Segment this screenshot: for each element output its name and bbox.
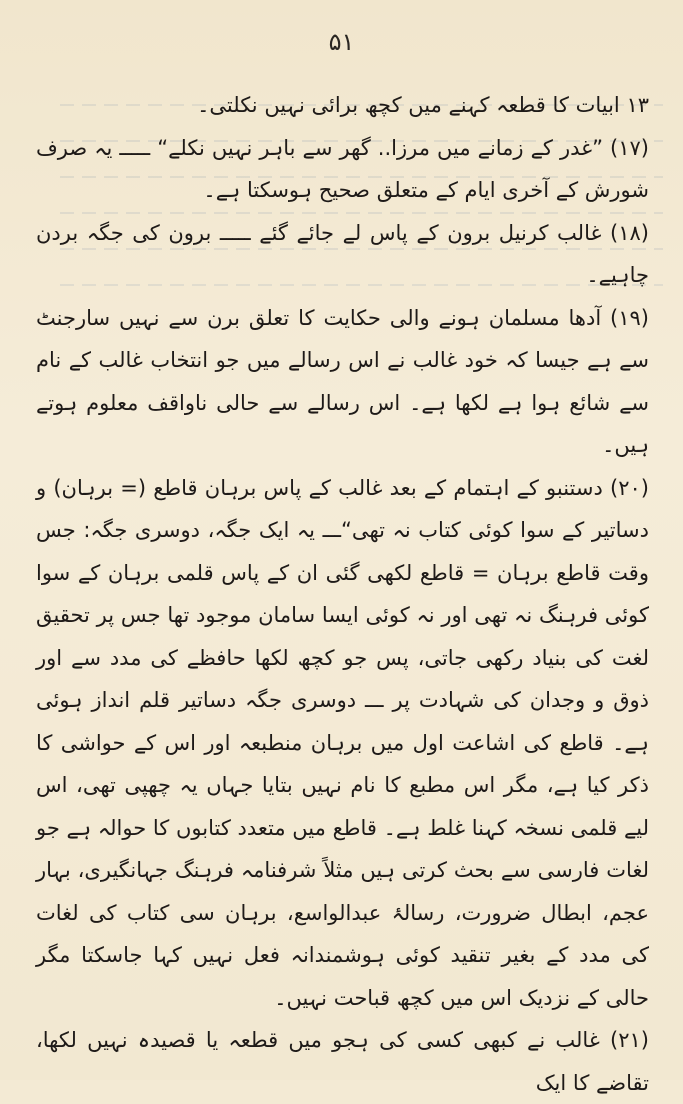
paragraph-21: (۲۱) غالب نے کبھی کسی کی ہجو میں قطعہ یا قصیدہ نہیں لکھا، تقاضے کا ایک: [36, 1028, 649, 1095]
paragraph-18: (۱۸) غالب کرنیل برون کے پاس لے جائے گئے ـــــ برون کی جگہ بردن چاہیے۔: [36, 220, 649, 287]
paragraph-13-continuation: ۱۳ ابیات کا قطعہ کہنے میں کچھ برائی نہیں نکلتی۔: [197, 93, 649, 117]
paragraph-20: (۲۰) دستنبو کے اہتمام کے بعد غالب کے پاس برہان قاطع (= برہان) و دساتیر کے سوا کوئی کتاب نہ تھی“ـــ یہ ایک جگہ، دوسری جگہ: جس وقت قاطع برہان = قاطع لکھی گئی ان کے پاس قلمی برہان کے سوا کوئی فرہنگ نہ تھی اور نہ کوئی ایسا سامان موجود تھا جس پر تحقیق لغت کی بنیاد رکھی جاتی، پس جو کچھ لکھا حافظے کی مدد سے اور ذوق و وجدان کی شہادت پر ـــ دوسری جگہ دساتیر قلم انداز ہوئی ہے۔ قاطع کی اشاعت اول میں برہان منطبعہ اور اس کے حواشی کا ذکر کیا ہے، مگر اس مطبع کا نام نہیں بتایا جہاں یہ چھپی تھی، اس لیے قلمی نسخہ کہنا غلط ہے۔ قاطع میں متعدد کتابوں کا حوالہ ہے جو لغات فارسی سے بحث کرتی ہیں مثلاً شرفنامہ فرہنگ جہانگیری، بہار عجم، ابطال ضرورت، رسالۂ عبدالواسع، برہان سی کتاب کی لغات کی مدد کے بغیر تنقید کوئی ہوشمندانہ فعل نہیں کہا جاسکتا مگر حالی کے نزدیک اس میں کچھ قباحت نہیں۔: [36, 475, 649, 1010]
paragraph-17: (۱۷) ”غدر کے زمانے میں مرزا.. گھر سے باہر نہیں نکلے“ ـــــ یہ صرف شورش کے آخری ایام کے متعلق صحیح ہوسکتا ہے۔: [36, 135, 649, 202]
page-number: ۵۱: [328, 28, 355, 56]
paragraph-19: (۱۹) آدھا مسلمان ہونے والی حکایت کا تعلق برن سے نہیں سارجنٹ سے ہے جیسا کہ خود غالب نے اس رسالے میں جو انتخاب غالب کے نام سے شائع ہوا ہے لکھا ہے۔ اس رسالے سے حالی ناواقف معلوم ہوتے ہیں۔: [36, 305, 649, 457]
main-text-block: [36, 84, 649, 1104]
